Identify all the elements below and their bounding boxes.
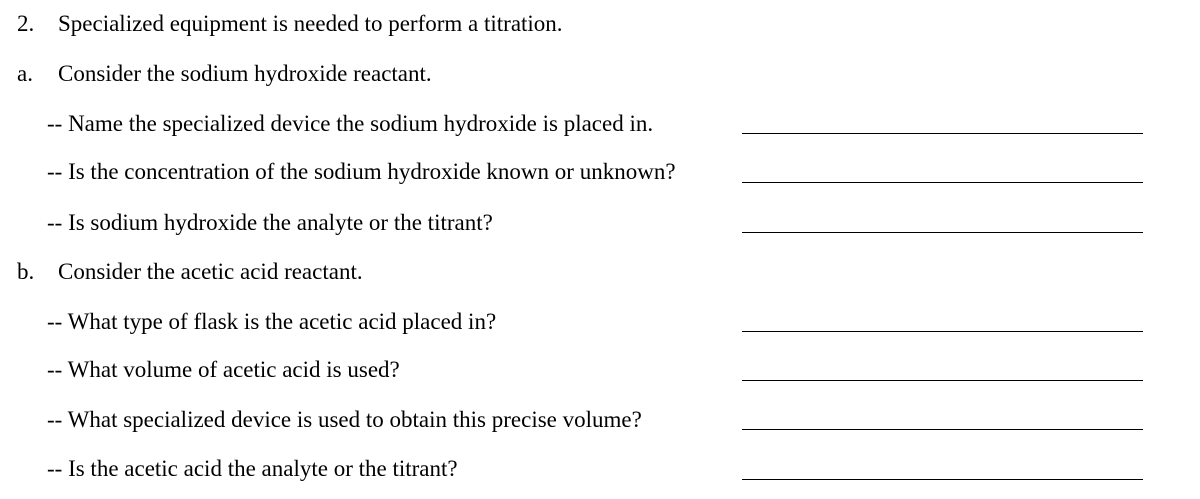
answer-blank-b4[interactable] bbox=[742, 479, 1143, 480]
answer-blank-b3[interactable] bbox=[742, 429, 1143, 430]
question-item-text: -- What specialized device is used to obtain this precise volume? bbox=[47, 407, 642, 432]
answer-blank-a2[interactable] bbox=[742, 182, 1143, 183]
part-b-letter: b. bbox=[17, 259, 35, 284]
question-item-text: -- Name the specialized device the sodium hydroxide is placed in. bbox=[47, 111, 654, 136]
answer-blank-b1[interactable] bbox=[742, 331, 1143, 332]
answer-blank-a1[interactable] bbox=[742, 133, 1143, 134]
question-item-text: -- Is sodium hydroxide the analyte or the titrant? bbox=[47, 210, 493, 235]
question-text: Specialized equipment is needed to perform a titration. bbox=[58, 11, 563, 36]
question-item-text: -- What volume of acetic acid is used? bbox=[47, 357, 400, 382]
answer-blank-b2[interactable] bbox=[742, 380, 1143, 381]
question-item-text: -- Is the concentration of the sodium hydroxide known or unknown? bbox=[47, 159, 676, 184]
part-b-text: Consider the acetic acid reactant. bbox=[58, 259, 363, 284]
question-item-text: -- Is the acetic acid the analyte or the titrant? bbox=[47, 456, 458, 481]
question-number: 2. bbox=[17, 11, 35, 36]
answer-blank-a3[interactable] bbox=[742, 232, 1143, 233]
part-a-letter: a. bbox=[17, 61, 33, 86]
question-item-text: -- What type of flask is the acetic acid placed in? bbox=[47, 309, 497, 334]
part-a-text: Consider the sodium hydroxide reactant. bbox=[58, 61, 432, 86]
